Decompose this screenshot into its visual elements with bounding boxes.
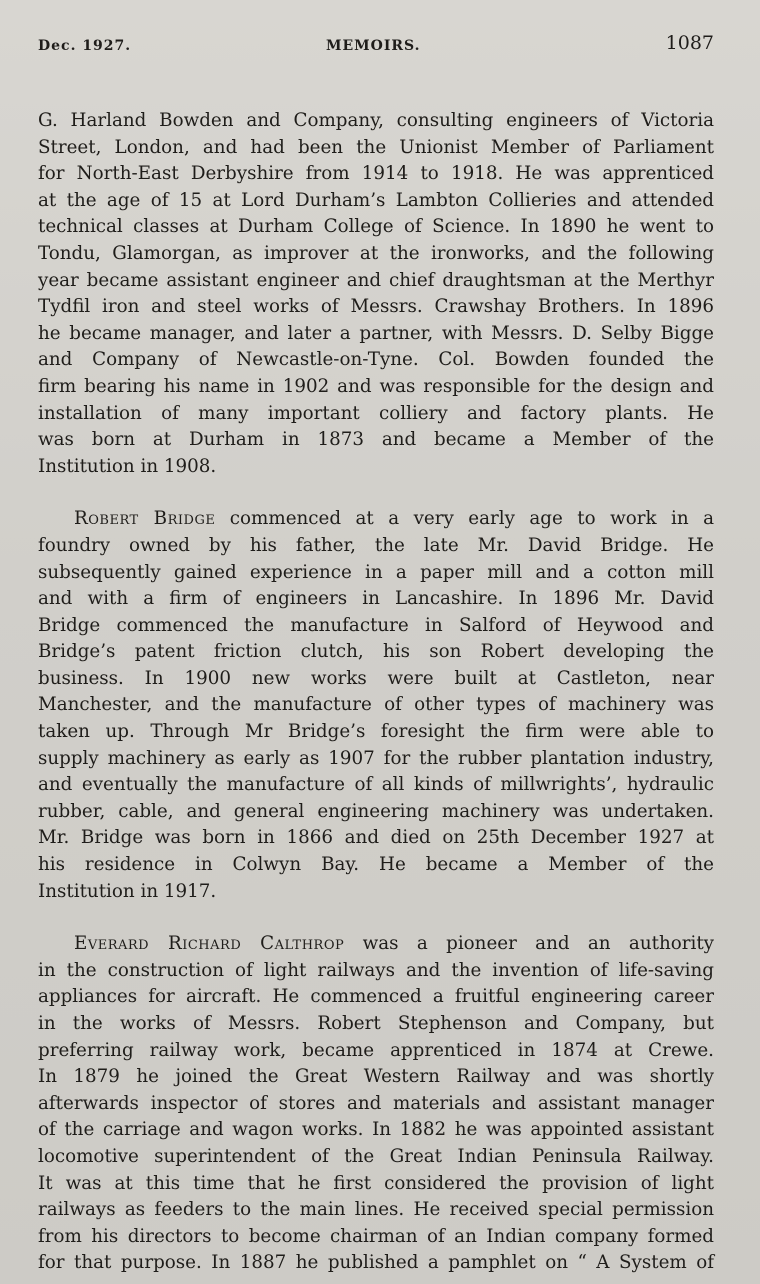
memoir-paragraph-bridge [38,506,714,905]
header-section-title: MEMOIRS. [326,38,421,54]
text-line: Tydfil iron and steel works of Messrs. Crawshay Brothers. In 1896 [38,296,714,318]
text-line: appliances for aircraft. He commenced a fruitful engineering career [38,986,714,1008]
text-line: installation of many important colliery and factory plants. He [38,402,714,424]
text-line: locomotive superintendent of the Great Indian Peninsula Railway. [38,1145,714,1167]
running-header [38,30,714,60]
text-line: in the works of Messrs. Robert Stephenson and Company, but [38,1013,714,1034]
text-line: Bridge commenced the manufacture in Salford of Heywood and [38,614,714,636]
text-line: from his directors to become chairman of an Indian company formed [38,1225,714,1247]
text-line: for that purpose. In 1887 he published a pamphlet on “ A System of [38,1252,714,1274]
text-line: of the carriage and wagon works. In 1882 he was appointed assistant [38,1119,714,1141]
text-line: preferring railway work, became apprenticed in 1874 at Crewe. [38,1039,714,1061]
text-line [38,506,714,533]
page-number: 1087 [665,32,714,54]
text-line: firm bearing his name in 1902 and was responsible for the design and [38,375,714,397]
header-date: Dec. 1927. [38,38,132,54]
text-line: taken up. Through Mr Bridge’s foresight the firm were able to [38,721,714,743]
memoir-subject-name: Robert Bridge [74,508,216,530]
memoir-paragraph-calthrop [38,931,714,1277]
text-line: and eventually the manufacture of all kinds of millwrights’, hydraulic [38,774,714,796]
text-line: was born at Durham in 1873 and became a Member of the [38,429,714,451]
text-line: his residence in Colwyn Bay. He became a Member of the [38,854,714,876]
text-line: Institution in 1917. [38,880,217,902]
text-line: G. Harland Bowden and Company, consulting engineers of Victoria [38,110,714,131]
text-line: Tondu, Glamorgan, as improver at the ironworks, and the following [38,242,714,264]
text-line-rest: was a pioneer and an authority [344,933,714,955]
text-line: afterwards inspector of stores and materials and assistant manager [38,1092,714,1114]
memoir-paragraph-bowden [38,108,714,480]
text-line: for North-East Derbyshire from 1914 to 1918. He was apprenticed [38,163,714,185]
text-line: at the age of 15 at Lord Durham’s Lambton Collieries and attended [38,189,714,211]
text-line: technical classes at Durham College of Science. In 1890 he went to [38,216,714,238]
text-line: It was at this time that he first considered the provision of light [38,1172,714,1194]
text-line: he became manager, and later a partner, with Messrs. D. Selby Bigge [38,322,714,344]
text-line: supply machinery as early as 1907 for the rubber plantation industry, [38,747,714,769]
text-line-rest: commenced at a very early age to work in a [215,508,714,530]
text-line: railways as feeders to the main lines. He received special permission [38,1199,714,1221]
text-line: and with a firm of engineers in Lancashire. In 1896 Mr. David [38,588,714,610]
text-line: Street, London, and had been the Unionist Member of Parliament [38,136,714,158]
text-line: and Company of Newcastle-on-Tyne. Col. Bowden founded the [38,349,714,371]
text-line: In 1879 he joined the Great Western Railway and was shortly [38,1066,714,1088]
text-line: Bridge’s patent friction clutch, his son Robert developing the [38,641,714,663]
text-line: Mr. Bridge was born in 1866 and died on 25th December 1927 at [38,827,714,849]
text-line: subsequently gained experience in a paper mill and a cotton mill [38,561,714,583]
text-line: in the construction of light railways and the invention of life-saving [38,959,714,981]
text-line: Institution in 1908. [38,455,217,477]
text-line: year became assistant engineer and chief draughtsman at the Merthyr [38,269,714,291]
text-line: rubber, cable, and general engineering machinery was undertaken. [38,800,714,822]
text-line: business. In 1900 new works were built at Castleton, near [38,667,714,689]
memoir-subject-name: Everard Richard Calthrop [74,933,345,955]
text-line: Manchester, and the manufacture of other types of machinery was [38,694,714,716]
text-line [38,931,714,958]
text-line: foundry owned by his father, the late Mr. David Bridge. He [38,534,714,556]
